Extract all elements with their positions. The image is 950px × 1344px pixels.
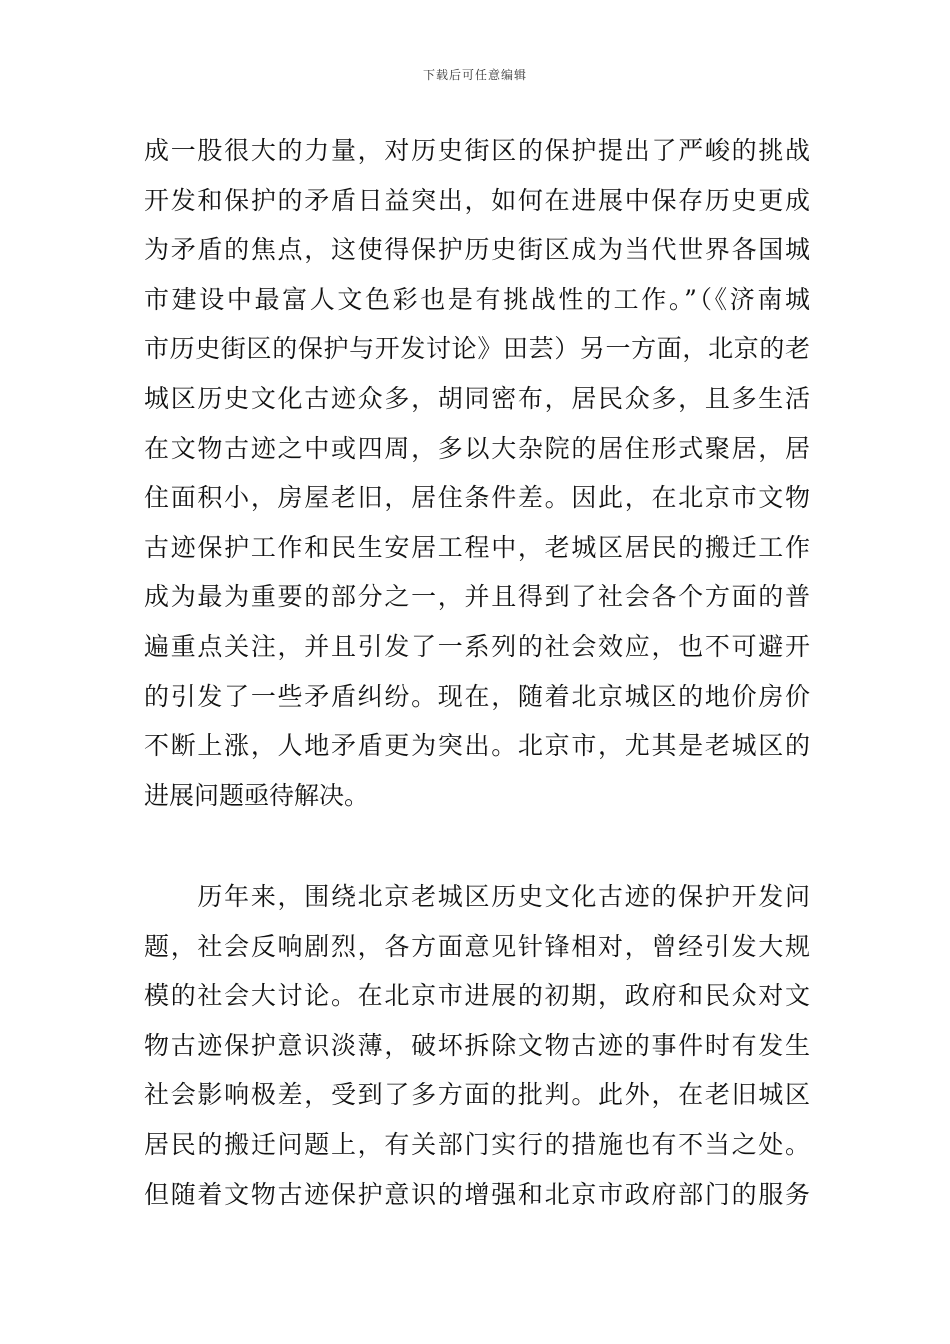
paragraph-1-line: 在文物古迹之中或四周，多以大杂院的居住形式聚居，居 — [144, 433, 810, 463]
paragraph-2-line: 题，社会反响剧烈，各方面意见针锋相对，曾经引发大规 — [144, 931, 810, 961]
paragraph-1-line: 市历史街区的保护与开发讨论》田芸）另一方面，北京的老 — [144, 334, 810, 364]
paragraph-1-line: 成一股很大的力量，对历史街区的保护提出了严峻的挑战 — [144, 136, 810, 165]
paragraph-1-line: 城区历史文化古迹众多，胡同密布，居民众多，且多生活 — [144, 383, 810, 413]
paragraph-2-line: 历年来，围绕北京老城区历史文化古迹的保护开发问 — [144, 882, 810, 911]
paragraph-1-line: 古迹保护工作和民生安居工程中，老城区居民的搬迁工作 — [144, 532, 810, 562]
paragraph-2-line: 物古迹保护意识淡薄，破坏拆除文物古迹的事件时有发生 — [144, 1030, 810, 1060]
paragraph-2 — [144, 872, 810, 1219]
paragraph-2-line: 社会影响极差，受到了多方面的批判。此外，在老旧城区 — [144, 1080, 810, 1110]
paragraph-1-line: 成为最为重要的部分之一，并且得到了社会各个方面的普 — [144, 582, 810, 612]
paragraph-1-line: 的引发了一些矛盾纠纷。现在，随着北京城区的地价房价 — [144, 681, 810, 711]
paragraph-2-line: 居民的搬迁问题上，有关部门实行的措施也有不当之处。 — [144, 1129, 810, 1159]
paragraph-1 — [144, 126, 810, 820]
page-header-note: 下载后可任意编辑 — [422, 68, 527, 82]
paragraph-1-line: 住面积小，房屋老旧，居住条件差。因此，在北京市文物 — [144, 483, 810, 513]
paragraph-1-line: 为矛盾的焦点，这使得保护历史街区成为当代世界各国城 — [144, 235, 810, 265]
paragraph-1-line: 市建设中最富人文色彩也是有挑战性的工作。”（《济南城 — [144, 284, 810, 314]
paragraph-2-line: 模的社会大讨论。在北京市进展的初期，政府和民众对文 — [144, 981, 810, 1011]
paragraph-1-line: 开发和保护的矛盾日益突出，如何在进展中保存历史更成 — [144, 185, 810, 215]
paragraph-1-line: 不断上涨，人地矛盾更为突出。北京市，尤其是老城区的 — [144, 731, 810, 761]
paragraph-2-line: 但随着文物古迹保护意识的增强和北京市政府部门的服务 — [144, 1179, 810, 1209]
paragraph-1-line: 进展问题亟待解决。 — [144, 780, 370, 810]
paragraph-1-line: 遍重点关注，并且引发了一系列的社会效应，也不可避开 — [144, 631, 810, 661]
